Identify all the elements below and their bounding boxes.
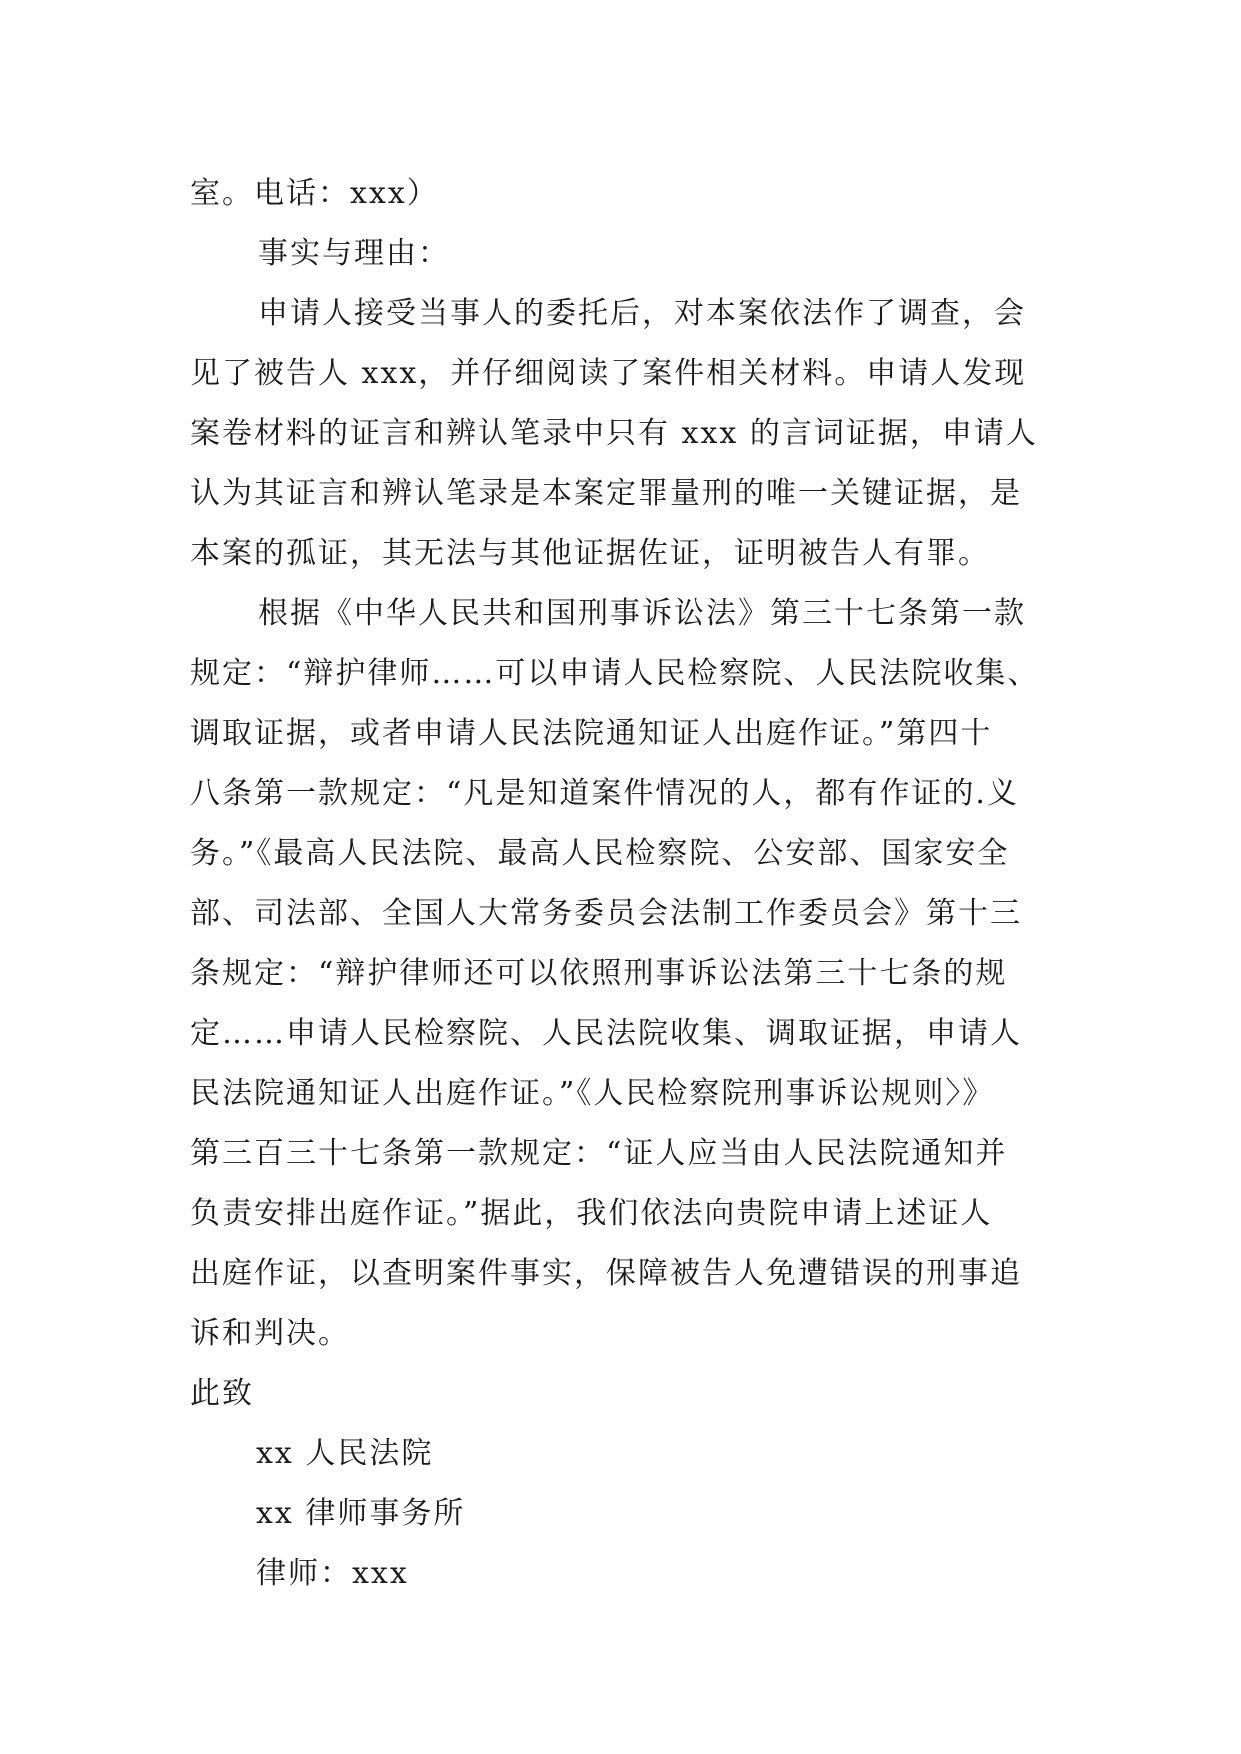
section-heading: 事实与理由：	[258, 236, 450, 271]
paragraph-line: 负责安排出庭作证。”据此，我们依法向贵院申请上述证人	[190, 1196, 993, 1231]
paragraph-line: 出庭作证，以查明案件事实，保障被告人免遭错误的刑事追	[190, 1256, 1022, 1291]
paragraph-line: 调取证据，或者申请人民法院通知证人出庭作证。”第四十	[190, 716, 993, 751]
recipient-court: xx 人民法院	[256, 1436, 434, 1471]
paragraph-line: 认为其证言和辨认笔录是本案定罪量刑的唯一关键证据，是	[190, 476, 1022, 511]
paragraph-line: 务。”《最高人民法院、最高人民检察院、公安部、国家安全	[190, 836, 1010, 871]
paragraph-line: 规定：“辩护律师……可以申请人民检察院、人民法院收集、	[190, 656, 1040, 691]
paragraph-line: 诉和判决。	[190, 1316, 350, 1351]
paragraph-line: 民法院通知证人出庭作证。”《人民检察院刑事诉讼规则〉》	[190, 1076, 995, 1111]
paragraph-line: 本案的孤证，其无法与其他证据佐证，证明被告人有罪。	[190, 536, 990, 571]
salutation: 此致	[190, 1376, 254, 1411]
paragraph-legal-basis	[190, 584, 1040, 1364]
lawyer-signature: 律师：xxx	[256, 1556, 409, 1591]
paragraph-line: 条规定：“辩护律师还可以依照刑事诉讼法第三十七条的规	[190, 956, 1008, 991]
closing-block	[190, 1424, 1040, 1604]
paragraph-line: 定……申请人民检察院、人民法院收集、调取证据，申请人	[190, 1016, 1022, 1051]
continuation-line: 室。电话：xxx）	[190, 176, 439, 211]
paragraph-line: 案卷材料的证言和辨认笔录中只有 xxx 的言词证据，申请人	[190, 416, 1038, 451]
paragraph-line: 部、司法部、全国人大常务委员会法制工作委员会》第十三	[190, 896, 1022, 931]
paragraph-line: 见了被告人 xxx，并仔细阅读了案件相关材料。申请人发现	[190, 356, 1027, 391]
document-page	[190, 164, 1040, 1604]
paragraph-line: 第三百三十七条第一款规定：“证人应当由人民法院通知并	[190, 1136, 1008, 1171]
paragraph-line: 根据《中华人民共和国刑事诉讼法》第三十七条第一款	[258, 596, 1026, 631]
paragraph-line: 申请人接受当事人的委托后，对本案依法作了调查，会	[258, 296, 1026, 331]
law-firm: xx 律师事务所	[256, 1496, 466, 1531]
paragraph-facts	[190, 284, 1040, 584]
paragraph-line: 八条第一款规定：“凡是知道案件情况的人，都有作证的.义	[190, 776, 1019, 811]
